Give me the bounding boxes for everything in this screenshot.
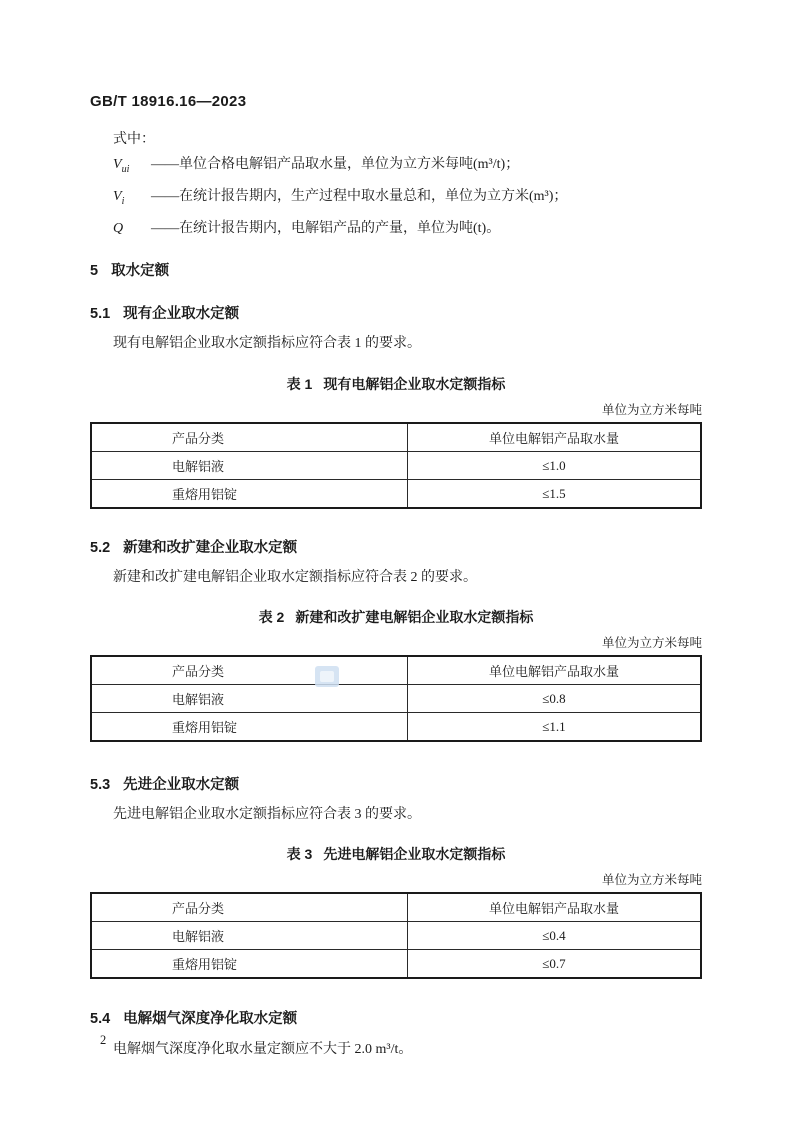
section-5-heading	[90, 260, 702, 282]
symbol-base: Q	[113, 220, 124, 236]
table-caption-label: 表 2	[258, 609, 285, 626]
page-content	[90, 0, 702, 1061]
section-number: 5	[90, 263, 99, 280]
table-caption-label: 表 1	[286, 376, 313, 393]
symbol-definition-vi	[90, 183, 702, 215]
section-title: 电解烟气深度净化取水定额	[123, 1011, 298, 1028]
cell-product: 重熔用铝锭	[91, 480, 408, 509]
section-title: 新建和改扩建企业取水定额	[123, 540, 298, 557]
section-5-4-heading	[90, 1008, 702, 1030]
section-5-3-paragraph: 先进电解铝企业取水定额指标应符合表 3 的要求。	[113, 807, 421, 823]
table-3-caption	[90, 843, 702, 865]
table-header-row	[91, 893, 701, 922]
formula-where-label: 式中：	[113, 132, 155, 147]
section-title: 先进企业取水定额	[123, 777, 240, 794]
symbol-definition-vui	[90, 151, 702, 183]
table-row	[91, 713, 701, 742]
table-1-caption	[90, 373, 702, 395]
cell-intake-value: ≤0.8	[408, 685, 702, 713]
table-1-existing-quota	[90, 422, 702, 509]
table-2-caption	[90, 606, 702, 628]
symbol-base: V	[113, 157, 122, 172]
section-number: 5.4	[90, 1011, 111, 1028]
column-header-intake: 单位电解铝产品取水量	[408, 893, 702, 922]
column-header-product: 产品分类	[91, 423, 408, 452]
watermark-icon	[315, 666, 339, 687]
symbol-description: ——单位合格电解铝产品取水量，单位为立方米每吨(m³/t)；	[151, 157, 520, 172]
section-5-4-paragraph: 电解烟气深度净化取水量定额应不大于 2.0 m³/t。	[113, 1042, 413, 1058]
symbol-subscript: ui	[121, 163, 130, 175]
table-caption-label: 表 3	[286, 846, 313, 863]
column-header-intake: 单位电解铝产品取水量	[408, 656, 702, 685]
cell-product: 电解铝液	[91, 922, 408, 950]
cell-intake-value: ≤0.4	[408, 922, 702, 950]
table-caption-title: 新建和改扩建电解铝企业取水定额指标	[295, 609, 534, 626]
section-5-1-paragraph: 现有电解铝企业取水定额指标应符合表 1 的要求。	[113, 336, 421, 352]
table-3-unit-note: 单位为立方米每吨	[601, 873, 702, 888]
table-row	[91, 685, 701, 713]
table-row	[91, 922, 701, 950]
symbol-vi	[113, 183, 151, 215]
table-row	[91, 480, 701, 509]
symbol-base: V	[113, 188, 122, 204]
section-5-1-heading	[90, 303, 702, 325]
cell-intake-value: ≤1.1	[408, 713, 702, 742]
table-caption-title: 先进电解铝企业取水定额指标	[323, 846, 506, 863]
column-header-product: 产品分类	[91, 893, 408, 922]
symbol-subscript: i	[121, 195, 125, 207]
page-number: 2	[100, 1033, 107, 1047]
table-2-new-quota	[90, 655, 702, 742]
section-number: 5.3	[90, 777, 111, 794]
section-title: 现有企业取水定额	[123, 306, 240, 323]
table-2-unit-note: 单位为立方米每吨	[601, 636, 702, 651]
symbol-description: ——在统计报告期内，电解铝产品的产量，单位为吨(t)。	[151, 220, 501, 236]
cell-intake-value: ≤1.0	[408, 452, 702, 480]
cell-intake-value: ≤0.7	[408, 950, 702, 979]
cell-product: 重熔用铝锭	[91, 713, 408, 742]
table-header-row	[91, 656, 701, 685]
section-5-3-heading	[90, 774, 702, 796]
table-header-row	[91, 423, 701, 452]
column-header-intake: 单位电解铝产品取水量	[408, 423, 702, 452]
section-number: 5.1	[90, 306, 111, 323]
table-3-advanced-quota	[90, 892, 702, 979]
table-row	[91, 452, 701, 480]
section-5-2-heading	[90, 537, 702, 559]
standard-number: GB/T 18916.16—2023	[90, 93, 247, 110]
symbol-vui	[113, 151, 151, 183]
symbol-q	[113, 215, 151, 247]
symbol-definition-q	[90, 215, 702, 247]
section-number: 5.2	[90, 540, 111, 557]
cell-product: 电解铝液	[91, 685, 408, 713]
column-header-product: 产品分类	[91, 656, 408, 685]
table-caption-title: 现有电解铝企业取水定额指标	[323, 376, 506, 393]
section-title: 取水定额	[111, 263, 170, 280]
table-row	[91, 950, 701, 979]
table-1-unit-note: 单位为立方米每吨	[601, 403, 702, 418]
cell-product: 重熔用铝锭	[91, 950, 408, 979]
section-5-2-paragraph: 新建和改扩建电解铝企业取水定额指标应符合表 2 的要求。	[113, 570, 477, 586]
cell-intake-value: ≤1.5	[408, 480, 702, 509]
symbol-description: ——在统计报告期内，生产过程中取水量总和，单位为立方米(m³)；	[151, 188, 568, 204]
cell-product: 电解铝液	[91, 452, 408, 480]
